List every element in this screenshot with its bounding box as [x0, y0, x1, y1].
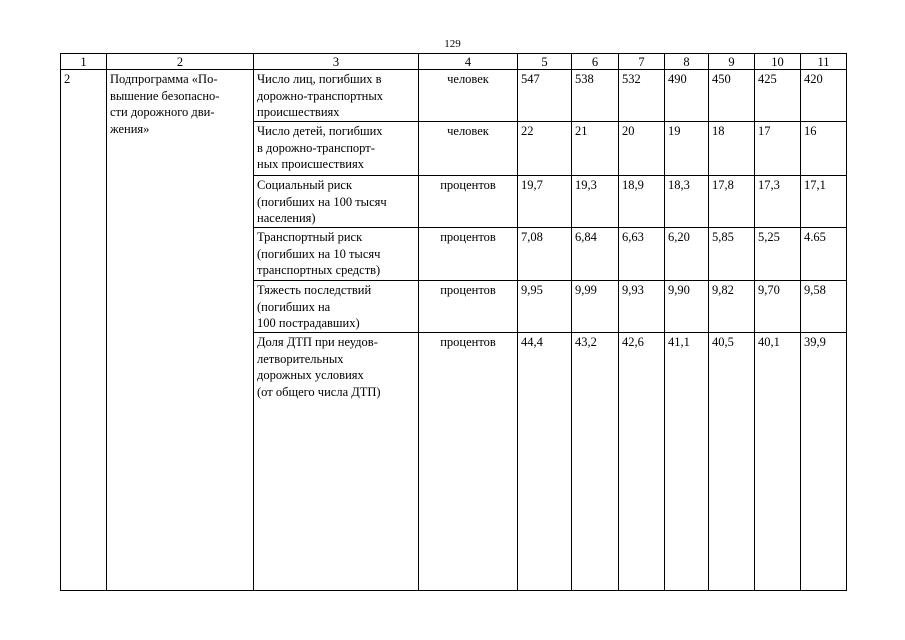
column-number: 2: [107, 54, 254, 70]
value-cell: 18,9: [619, 176, 665, 228]
value-cell: 39,9: [801, 333, 847, 591]
value-cell: 9,58: [801, 281, 847, 333]
unit-cell: процентов: [419, 228, 518, 281]
subprogram-name: Подпрограмма «По- вышение безопасно- сти дорожного дви- жения»: [107, 70, 254, 591]
indicator-name: Социальный риск (погибших на 100 тысяч населения): [254, 176, 419, 228]
column-number: 5: [518, 54, 572, 70]
column-number: 1: [61, 54, 107, 70]
value-cell: 9,93: [619, 281, 665, 333]
value-cell: 20: [619, 122, 665, 176]
indicator-name: Число детей, погибших в дорожно-транспорт- ных происшествиях: [254, 122, 419, 176]
indicator-name: Число лиц, погибших в дорожно-транспортных происшествиях: [254, 70, 419, 122]
section-number: 2: [61, 70, 107, 591]
unit-cell: процентов: [419, 333, 518, 591]
value-cell: 6,63: [619, 228, 665, 281]
page-number: 129: [444, 38, 461, 50]
value-cell: 420: [801, 70, 847, 122]
column-number: 10: [755, 54, 801, 70]
unit-cell: процентов: [419, 281, 518, 333]
value-cell: 9,82: [709, 281, 755, 333]
column-number-row: [61, 54, 847, 70]
unit-cell: процентов: [419, 176, 518, 228]
value-cell: 6,84: [572, 228, 619, 281]
indicators-table: [60, 53, 847, 591]
indicator-name: Транспортный риск (погибших на 10 тысяч транспортных средств): [254, 228, 419, 281]
value-cell: 17,3: [755, 176, 801, 228]
value-cell: 6,20: [665, 228, 709, 281]
column-number: 7: [619, 54, 665, 70]
value-cell: 9,99: [572, 281, 619, 333]
indicator-name: Доля ДТП при неудов- летворительных дорожных условиях (от общего числа ДТП): [254, 333, 419, 591]
value-cell: 42,6: [619, 333, 665, 591]
value-cell: 18,3: [665, 176, 709, 228]
value-cell: 19,7: [518, 176, 572, 228]
value-cell: 5,25: [755, 228, 801, 281]
value-cell: 16: [801, 122, 847, 176]
value-cell: 41,1: [665, 333, 709, 591]
value-cell: 9,70: [755, 281, 801, 333]
column-number: 3: [254, 54, 419, 70]
column-number: 6: [572, 54, 619, 70]
value-cell: 21: [572, 122, 619, 176]
value-cell: 532: [619, 70, 665, 122]
value-cell: 19,3: [572, 176, 619, 228]
value-cell: 450: [709, 70, 755, 122]
indicator-name: Тяжесть последствий (погибших на 100 пострадавших): [254, 281, 419, 333]
unit-cell: человек: [419, 70, 518, 122]
value-cell: 9,95: [518, 281, 572, 333]
column-number: 9: [709, 54, 755, 70]
value-cell: 425: [755, 70, 801, 122]
unit-cell: человек: [419, 122, 518, 176]
value-cell: 40,1: [755, 333, 801, 591]
value-cell: 17: [755, 122, 801, 176]
table-row: [61, 70, 847, 122]
column-number: 4: [419, 54, 518, 70]
value-cell: 5,85: [709, 228, 755, 281]
value-cell: 19: [665, 122, 709, 176]
value-cell: 17,1: [801, 176, 847, 228]
value-cell: 538: [572, 70, 619, 122]
value-cell: 40,5: [709, 333, 755, 591]
value-cell: 4.65: [801, 228, 847, 281]
value-cell: 9,90: [665, 281, 709, 333]
value-cell: 7,08: [518, 228, 572, 281]
value-cell: 17,8: [709, 176, 755, 228]
value-cell: 18: [709, 122, 755, 176]
value-cell: 490: [665, 70, 709, 122]
column-number: 8: [665, 54, 709, 70]
column-number: 11: [801, 54, 847, 70]
value-cell: 547: [518, 70, 572, 122]
value-cell: 43,2: [572, 333, 619, 591]
value-cell: 22: [518, 122, 572, 176]
value-cell: 44,4: [518, 333, 572, 591]
